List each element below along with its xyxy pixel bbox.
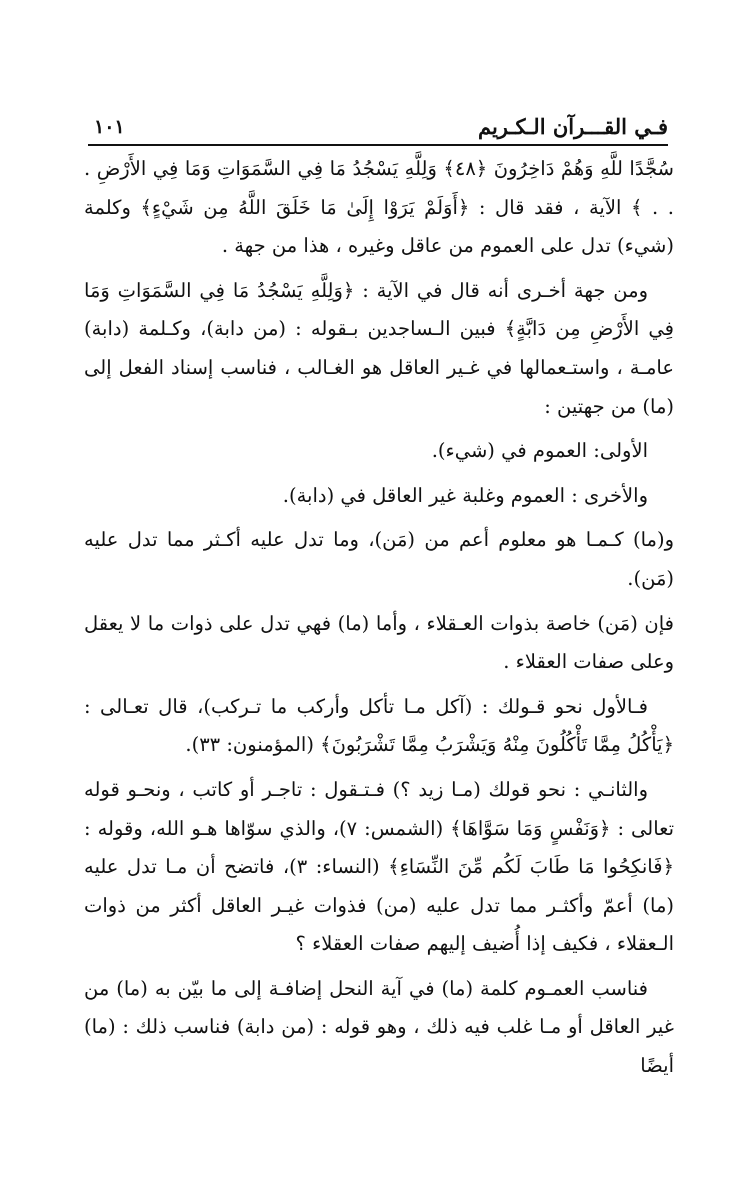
paragraph-9: فناسب العمـوم كلمة (ما) في آية النحل إضافـة إلى ما بيّن به (ما) من غير العاقل أو مـا غلب فيه ذلك ، وهو قوله : (من دابة) فناسب ذلك : (ما) أيضًا bbox=[84, 976, 674, 1078]
page-header bbox=[88, 112, 668, 146]
paragraph-6: فإن (مَن) خاصة بذوات العـقلاء ، وأما (ما) فهي تدل على ذوات ما لا يعقل وعلى صفات العقلاء . bbox=[84, 611, 674, 674]
paragraph-3: الأولى: العموم في (شيء). bbox=[431, 439, 648, 463]
paragraph-5: و(ما) كـمـا هو معلوم أعم من (مَن)، وما تدل عليه أكـثر مما تدل عليه (مَن). bbox=[84, 528, 674, 590]
running-title: فـي القـــرآن الـكـريم bbox=[477, 114, 668, 139]
paragraph-4: والأخرى : العموم وغلبة غير العاقل في (دابة). bbox=[282, 483, 648, 507]
page-body bbox=[84, 150, 674, 1092]
paragraph-1: سُجَّدًا للَّهِ وَهُمْ دَاخِرُونَ ﴿٤٨﴾ وَلِلَّهِ يَسْجُدُ مَا فِي السَّمَوَاتِ وَمَا فِي الأَرْضِ . . . ﴾ الآية ، فقد قال : ﴿أَوَلَمْ يَرَوْا إِلَىٰ مَا خَلَقَ اللَّهُ مِن شَيْءٍ﴾ وكلمة (شيء) تدل على العموم من عاقل وغيره ، هذا من جهة . bbox=[84, 157, 675, 258]
paragraph-8: والثانـي : نحو قولك (مـا زيد ؟) فـتـقول : تاجـر أو كاتب ، ونحـو قوله تعالى : ﴿وَنَفْسٍ وَمَا سَوَّاهَا﴾ (الشمس: ٧)، والذي سوّاها هـو الله، وقوله : ﴿فَانكِحُوا مَا طَابَ لَكُم مِّنَ النِّسَاءِ﴾ (النساء: ٣)، فاتضح أن مـا تدل عليه (ما) أعمّ وأكثـر مما تدل عليه (من) فذوات غيـر العاقل أكثر من ذوات الـعقلاء ، فكيف إذا أُضيف إليهم صفات العقلاء ؟ bbox=[84, 777, 674, 956]
page-number: ١٠١ bbox=[94, 116, 125, 138]
paragraph-2: ومن جهة أخـرى أنه قال في الآية : ﴿وَلِلَّهِ يَسْجُدُ مَا فِي السَّمَوَاتِ وَمَا فِي الأَرْضِ مِن دَابَّةٍ﴾ فبين الـساجدين بـقوله : (من دابة)، وكـلمة (دابة) عامـة ، واستـعمالها في غـير العاقل هو الغـالب ، فناسب إسناد الفعل إلى (ما) من جهتين : bbox=[84, 278, 674, 418]
paragraph-7: فـالأول نحو قـولك : (آكل مـا تأكل وأركب ما تـركب)، قال تعـالى : ﴿يَأْكُلُ مِمَّا تَأْكُلُونَ مِنْهُ وَيَشْرَبُ مِمَّا تَشْرَبُونَ﴾ (المؤمنون: ٣٣). bbox=[84, 694, 674, 757]
